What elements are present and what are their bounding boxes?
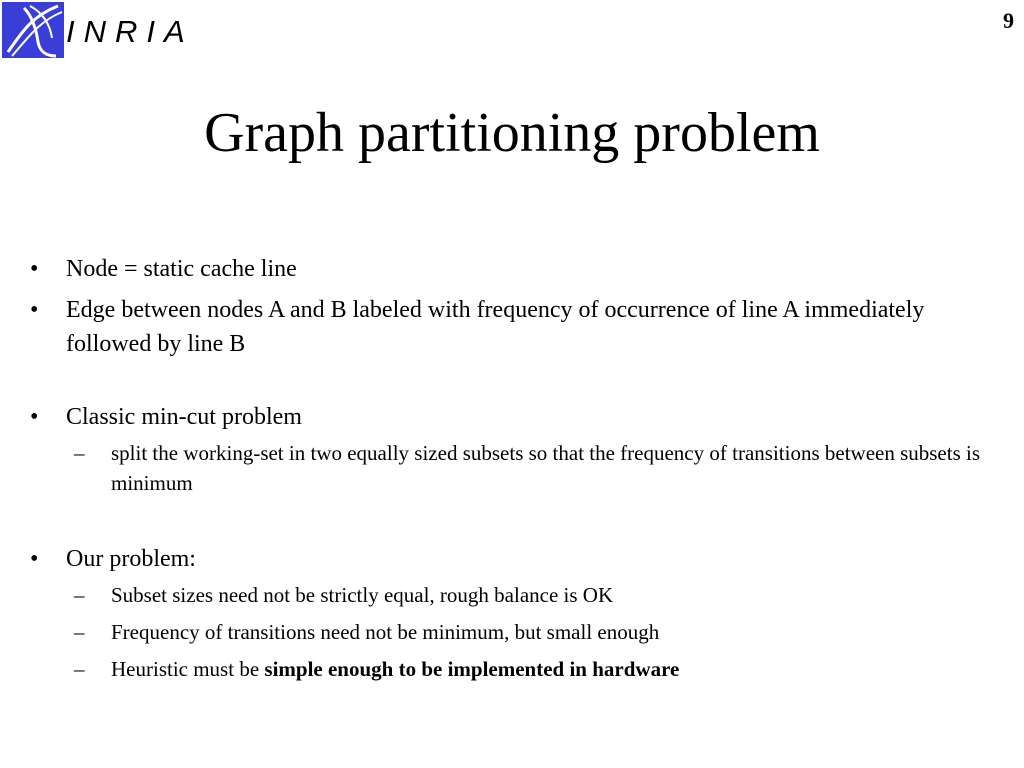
slide-title: Graph partitioning problem <box>204 102 820 164</box>
bullet-node: • Node = static cache line <box>28 252 988 286</box>
bullet-classic-min-cut: • Classic min-cut problem <box>28 400 988 434</box>
logo-wordmark: INRIA <box>66 14 194 49</box>
slide-body <box>28 252 988 684</box>
sub-bullet-heuristic <box>28 654 988 684</box>
sub-bullet-frequency: – Frequency of transitions need not be minimum, but small enough <box>28 617 988 647</box>
page-number: 9 <box>1003 8 1014 33</box>
heuristic-prefix: Heuristic must be <box>111 657 265 681</box>
bullet-edge: • Edge between nodes A and B labeled with frequency of occurrence of line A immediately followed by line B <box>28 293 988 361</box>
heuristic-emphasis: simple enough to be implemented in hardware <box>264 657 680 681</box>
sub-bullet-subset-sizes: – Subset sizes need not be strictly equal, rough balance is OK <box>28 580 988 610</box>
inria-emblem-icon <box>2 2 64 58</box>
inria-logo <box>0 0 240 62</box>
bullet-our-problem: • Our problem: <box>28 542 988 576</box>
sub-bullet-split: – split the working-set in two equally sized subsets so that the frequency of transitions between subsets is minimum <box>28 438 988 498</box>
